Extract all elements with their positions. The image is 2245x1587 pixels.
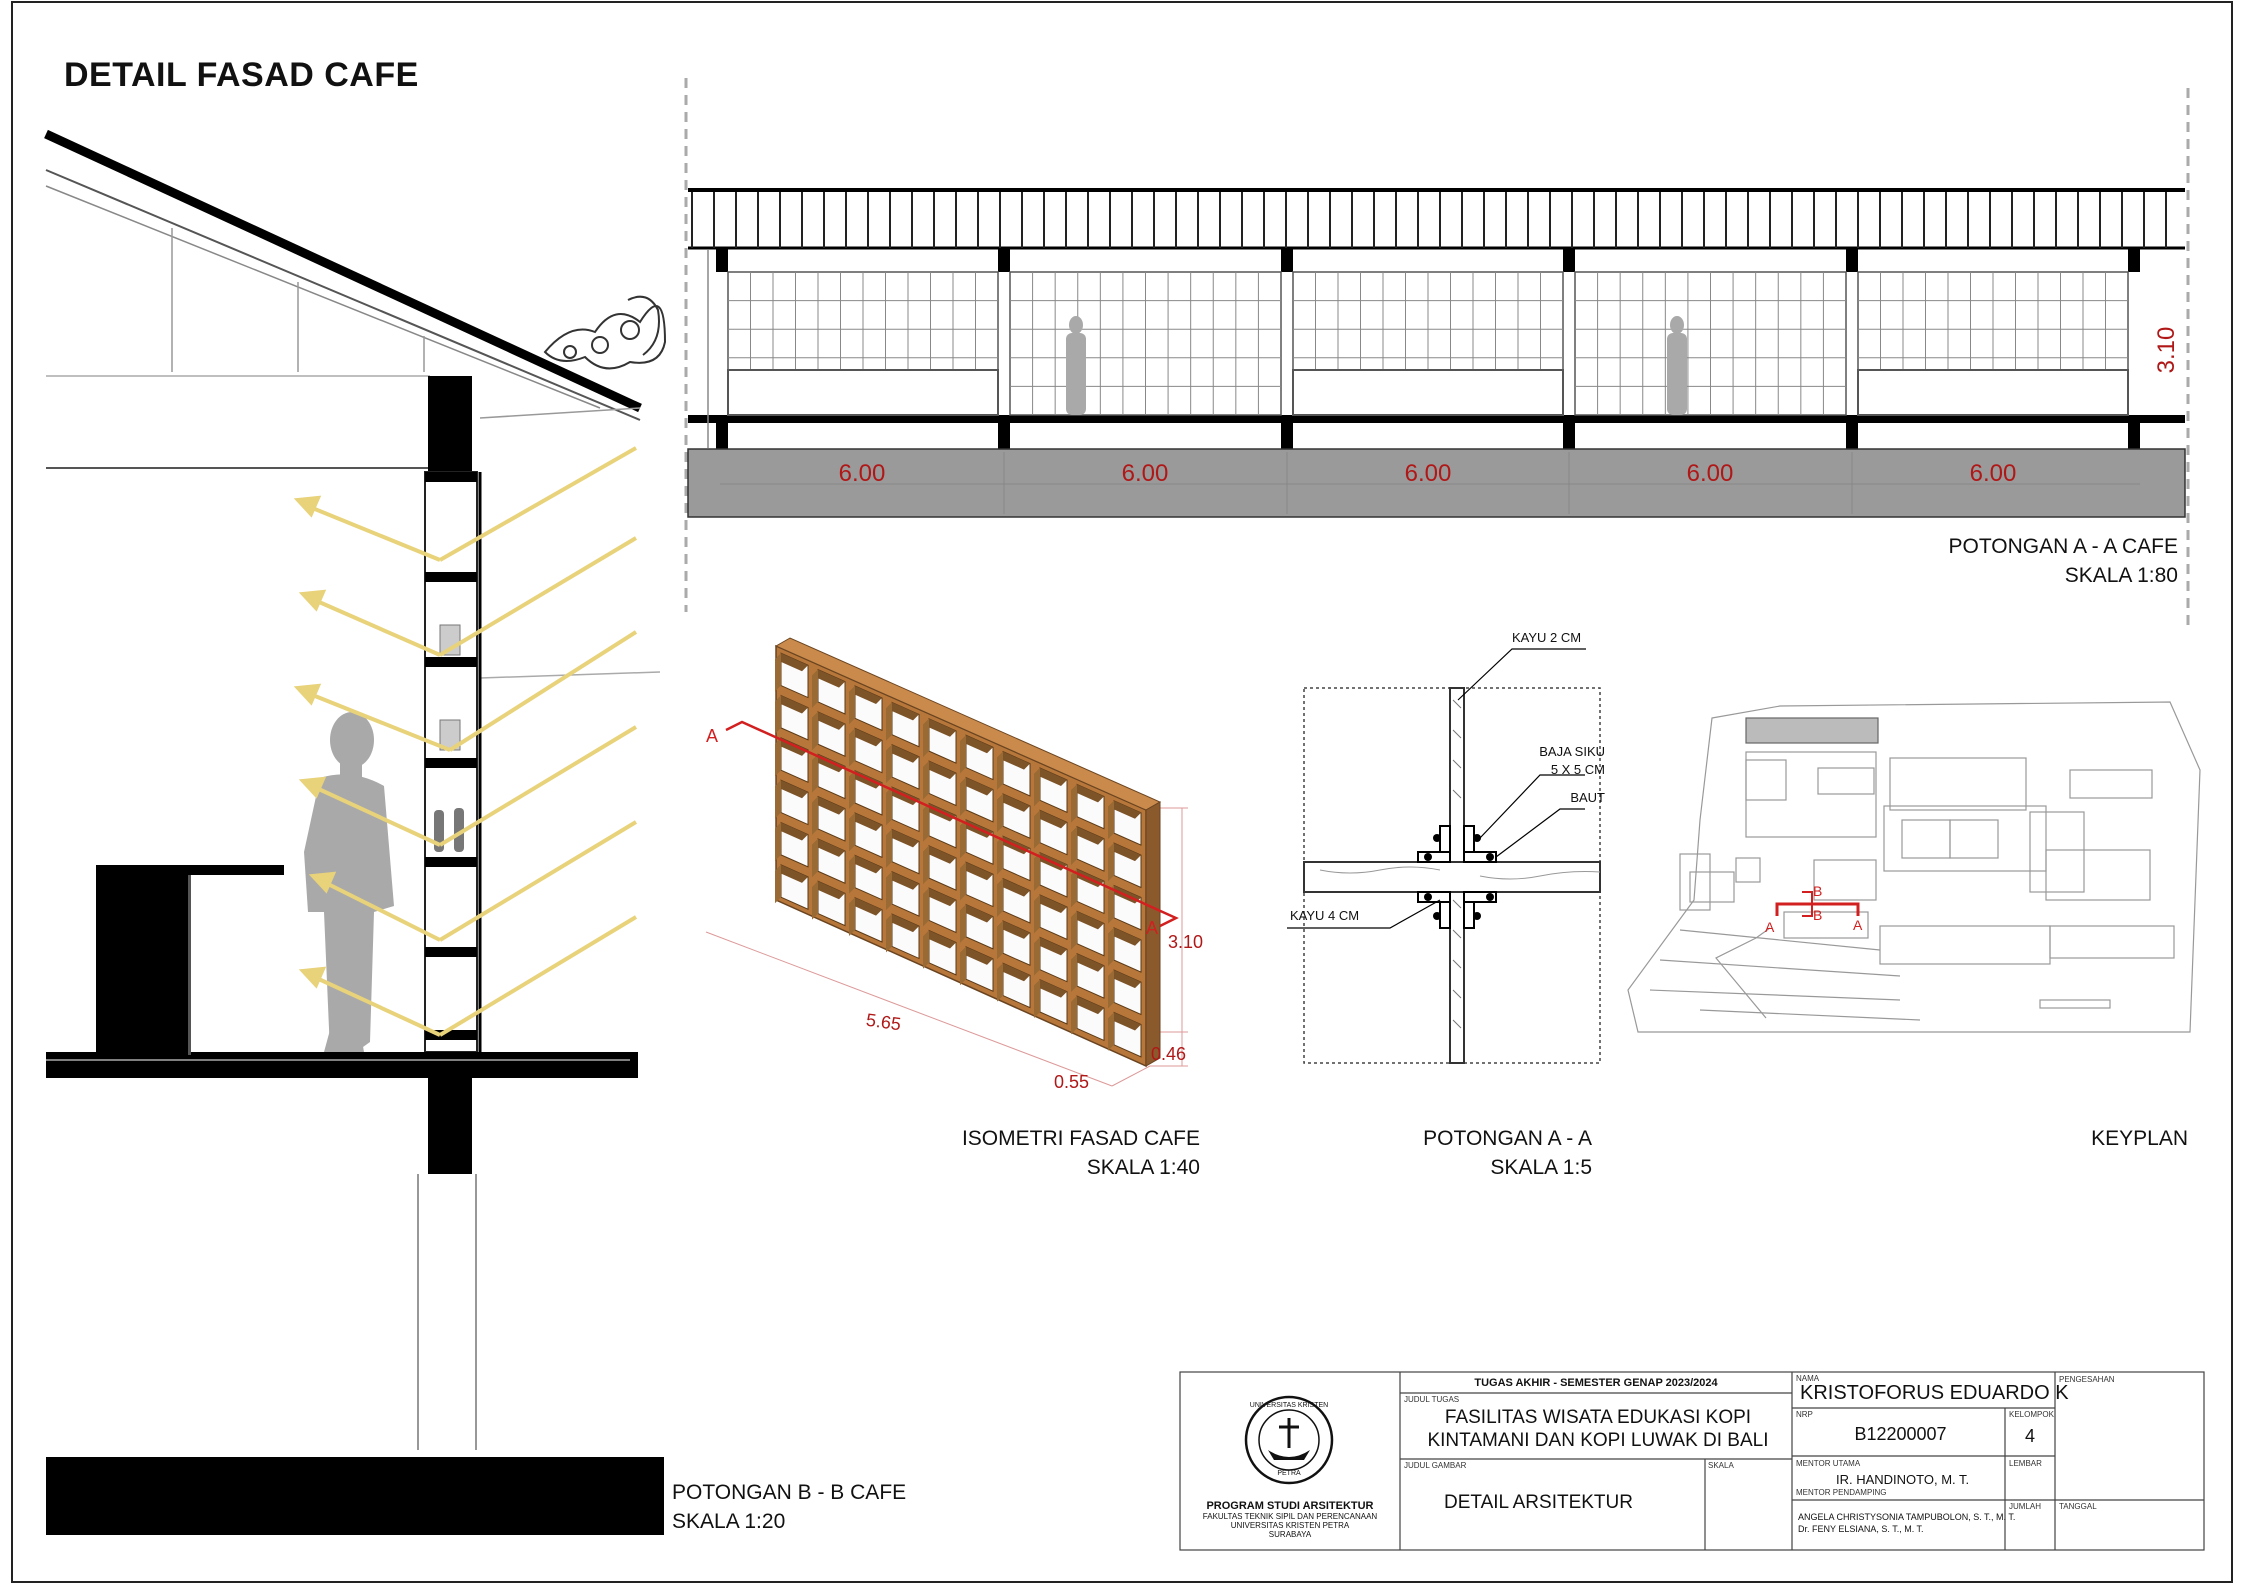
label-kayu-4cm: KAYU 4 CM	[1290, 908, 1360, 923]
tb-kelompok: 4	[2024, 1426, 2035, 1446]
label-baja-siku-size: 5 X 5 CM	[1550, 762, 1605, 777]
bay-dimension: 6.00	[838, 460, 886, 487]
isometric-facade-drawing	[706, 638, 1188, 1086]
tb-mentor-pendamping-1: ANGELA CHRISTYSONIA TAMPUBOLON, S. T., M. T.	[1798, 1512, 2016, 1522]
school-faculty: FAKULTAS TEKNIK SIPIL DAN PERENCANAAN	[1202, 1512, 1378, 1521]
detail-aa-caption	[1300, 1124, 1592, 1182]
keyplan-drawing	[1628, 702, 2200, 1032]
tb-nrp-label: NRP	[1796, 1410, 1813, 1419]
tb-mentor-pendamping-2: Dr. FENY ELSIANA, S. T., M. T.	[1798, 1524, 1924, 1534]
tb-kelompok-label: KELOMPOK	[2009, 1410, 2054, 1419]
section-aa-caption	[1800, 532, 2178, 590]
detail-aa-caption-title: POTONGAN A - A	[1423, 1127, 1592, 1150]
tb-project-line1: FASILITAS WISATA EDUKASI KOPI	[1444, 1407, 1752, 1428]
detail-aa-drawing	[1287, 649, 1600, 1063]
school-program: PROGRAM STUDI ARSITEKTUR	[1206, 1500, 1374, 1512]
school-city: SURABAYA	[1268, 1530, 1312, 1539]
tb-jumlah-label: JUMLAH	[2009, 1502, 2042, 1511]
section-aa-caption-scale: SKALA 1:80	[2064, 564, 2178, 587]
school-university: UNIVERSITAS KRISTEN PETRA	[1230, 1521, 1350, 1530]
keyplan-marker-b: B	[1813, 907, 1823, 923]
floor-slab	[46, 1052, 638, 1078]
tb-mentor-utama: IR. HANDINOTO, M. T.	[1836, 1472, 1970, 1487]
bay-dimension: 6.00	[1121, 460, 1169, 487]
bay-dimension: 6.00	[1969, 460, 2017, 487]
section-aa-caption-title: POTONGAN A - A CAFE	[1948, 535, 2178, 558]
roof-ornament	[545, 297, 665, 369]
tb-mentor-utama-label: MENTOR UTAMA	[1796, 1459, 1861, 1468]
tb-pengesahan-label: PENGESAHAN	[2059, 1375, 2115, 1384]
tb-tanggal-label: TANGGAL	[2059, 1502, 2097, 1511]
cut-marker-a-left: A	[706, 726, 719, 746]
keyplan-marker-b: B	[1813, 883, 1823, 899]
section-bb-caption-scale: SKALA 1:20	[672, 1510, 786, 1533]
logo-text-bottom: PETRA	[1277, 1470, 1301, 1477]
iso-length-dimension: 5.65	[864, 1009, 903, 1035]
label-baut: BAUT	[1570, 790, 1605, 805]
isometric-caption	[900, 1124, 1200, 1182]
section-bb-drawing	[46, 134, 665, 1535]
section-bb-caption-title: POTONGAN B - B CAFE	[672, 1481, 907, 1504]
section-bb-caption	[672, 1478, 972, 1536]
bay-dimension: 6.00	[1404, 460, 1452, 487]
iso-height-dimension: 3.10	[1168, 932, 1204, 952]
tb-skala-label: SKALA	[1708, 1461, 1734, 1470]
tb-nrp: B12200007	[1854, 1424, 1947, 1444]
tb-drawing-title: DETAIL ARSITEKTUR	[1444, 1492, 1633, 1513]
tb-student-name: KRISTOFORUS EDUARDO K	[1800, 1382, 2069, 1404]
isometric-caption-title: ISOMETRI FASAD CAFE	[961, 1127, 1200, 1150]
tb-nama-label: NAMA	[1796, 1374, 1820, 1383]
label-baja-siku: BAJA SIKU	[1539, 744, 1605, 759]
sheet-title: DETAIL FASAD CAFE	[64, 56, 419, 94]
tb-judul-gambar-label: JUDUL GAMBAR	[1404, 1461, 1467, 1470]
ground-slab	[46, 1457, 664, 1535]
label-kayu-2cm: KAYU 2 CM	[1512, 630, 1582, 645]
iso-base-dimension: 0.46	[1151, 1044, 1187, 1064]
tb-course: TUGAS AKHIR - SEMESTER GENAP 2023/2024	[1474, 1377, 1718, 1389]
tb-mentor-pendamping-label: MENTOR PENDAMPING	[1796, 1488, 1887, 1497]
cut-marker-a-right: A	[1146, 918, 1159, 938]
bay-dimension: 6.00	[1686, 460, 1734, 487]
tb-judul-tugas-label: JUDUL TUGAS	[1404, 1395, 1460, 1404]
logo-text-top: UNIVERSITAS KRISTEN	[1249, 1402, 1329, 1409]
height-dimension: 3.10	[2153, 326, 2180, 374]
tb-lembar-label: LEMBAR	[2009, 1459, 2042, 1468]
isometric-caption-scale: SKALA 1:40	[1086, 1156, 1200, 1179]
detail-aa-caption-scale: SKALA 1:5	[1490, 1156, 1592, 1179]
keyplan-marker-a: A	[1853, 917, 1863, 933]
bar-counter	[96, 865, 284, 1055]
keyplan-marker-a: A	[1765, 919, 1775, 935]
iso-depth-dimension: 0.55	[1054, 1072, 1090, 1092]
tb-project-line2: KINTAMANI DAN KOPI LUWAK DI BALI	[1427, 1430, 1769, 1451]
school-info	[1182, 1500, 1398, 1539]
keyplan-caption: KEYPLAN	[2091, 1127, 2188, 1150]
